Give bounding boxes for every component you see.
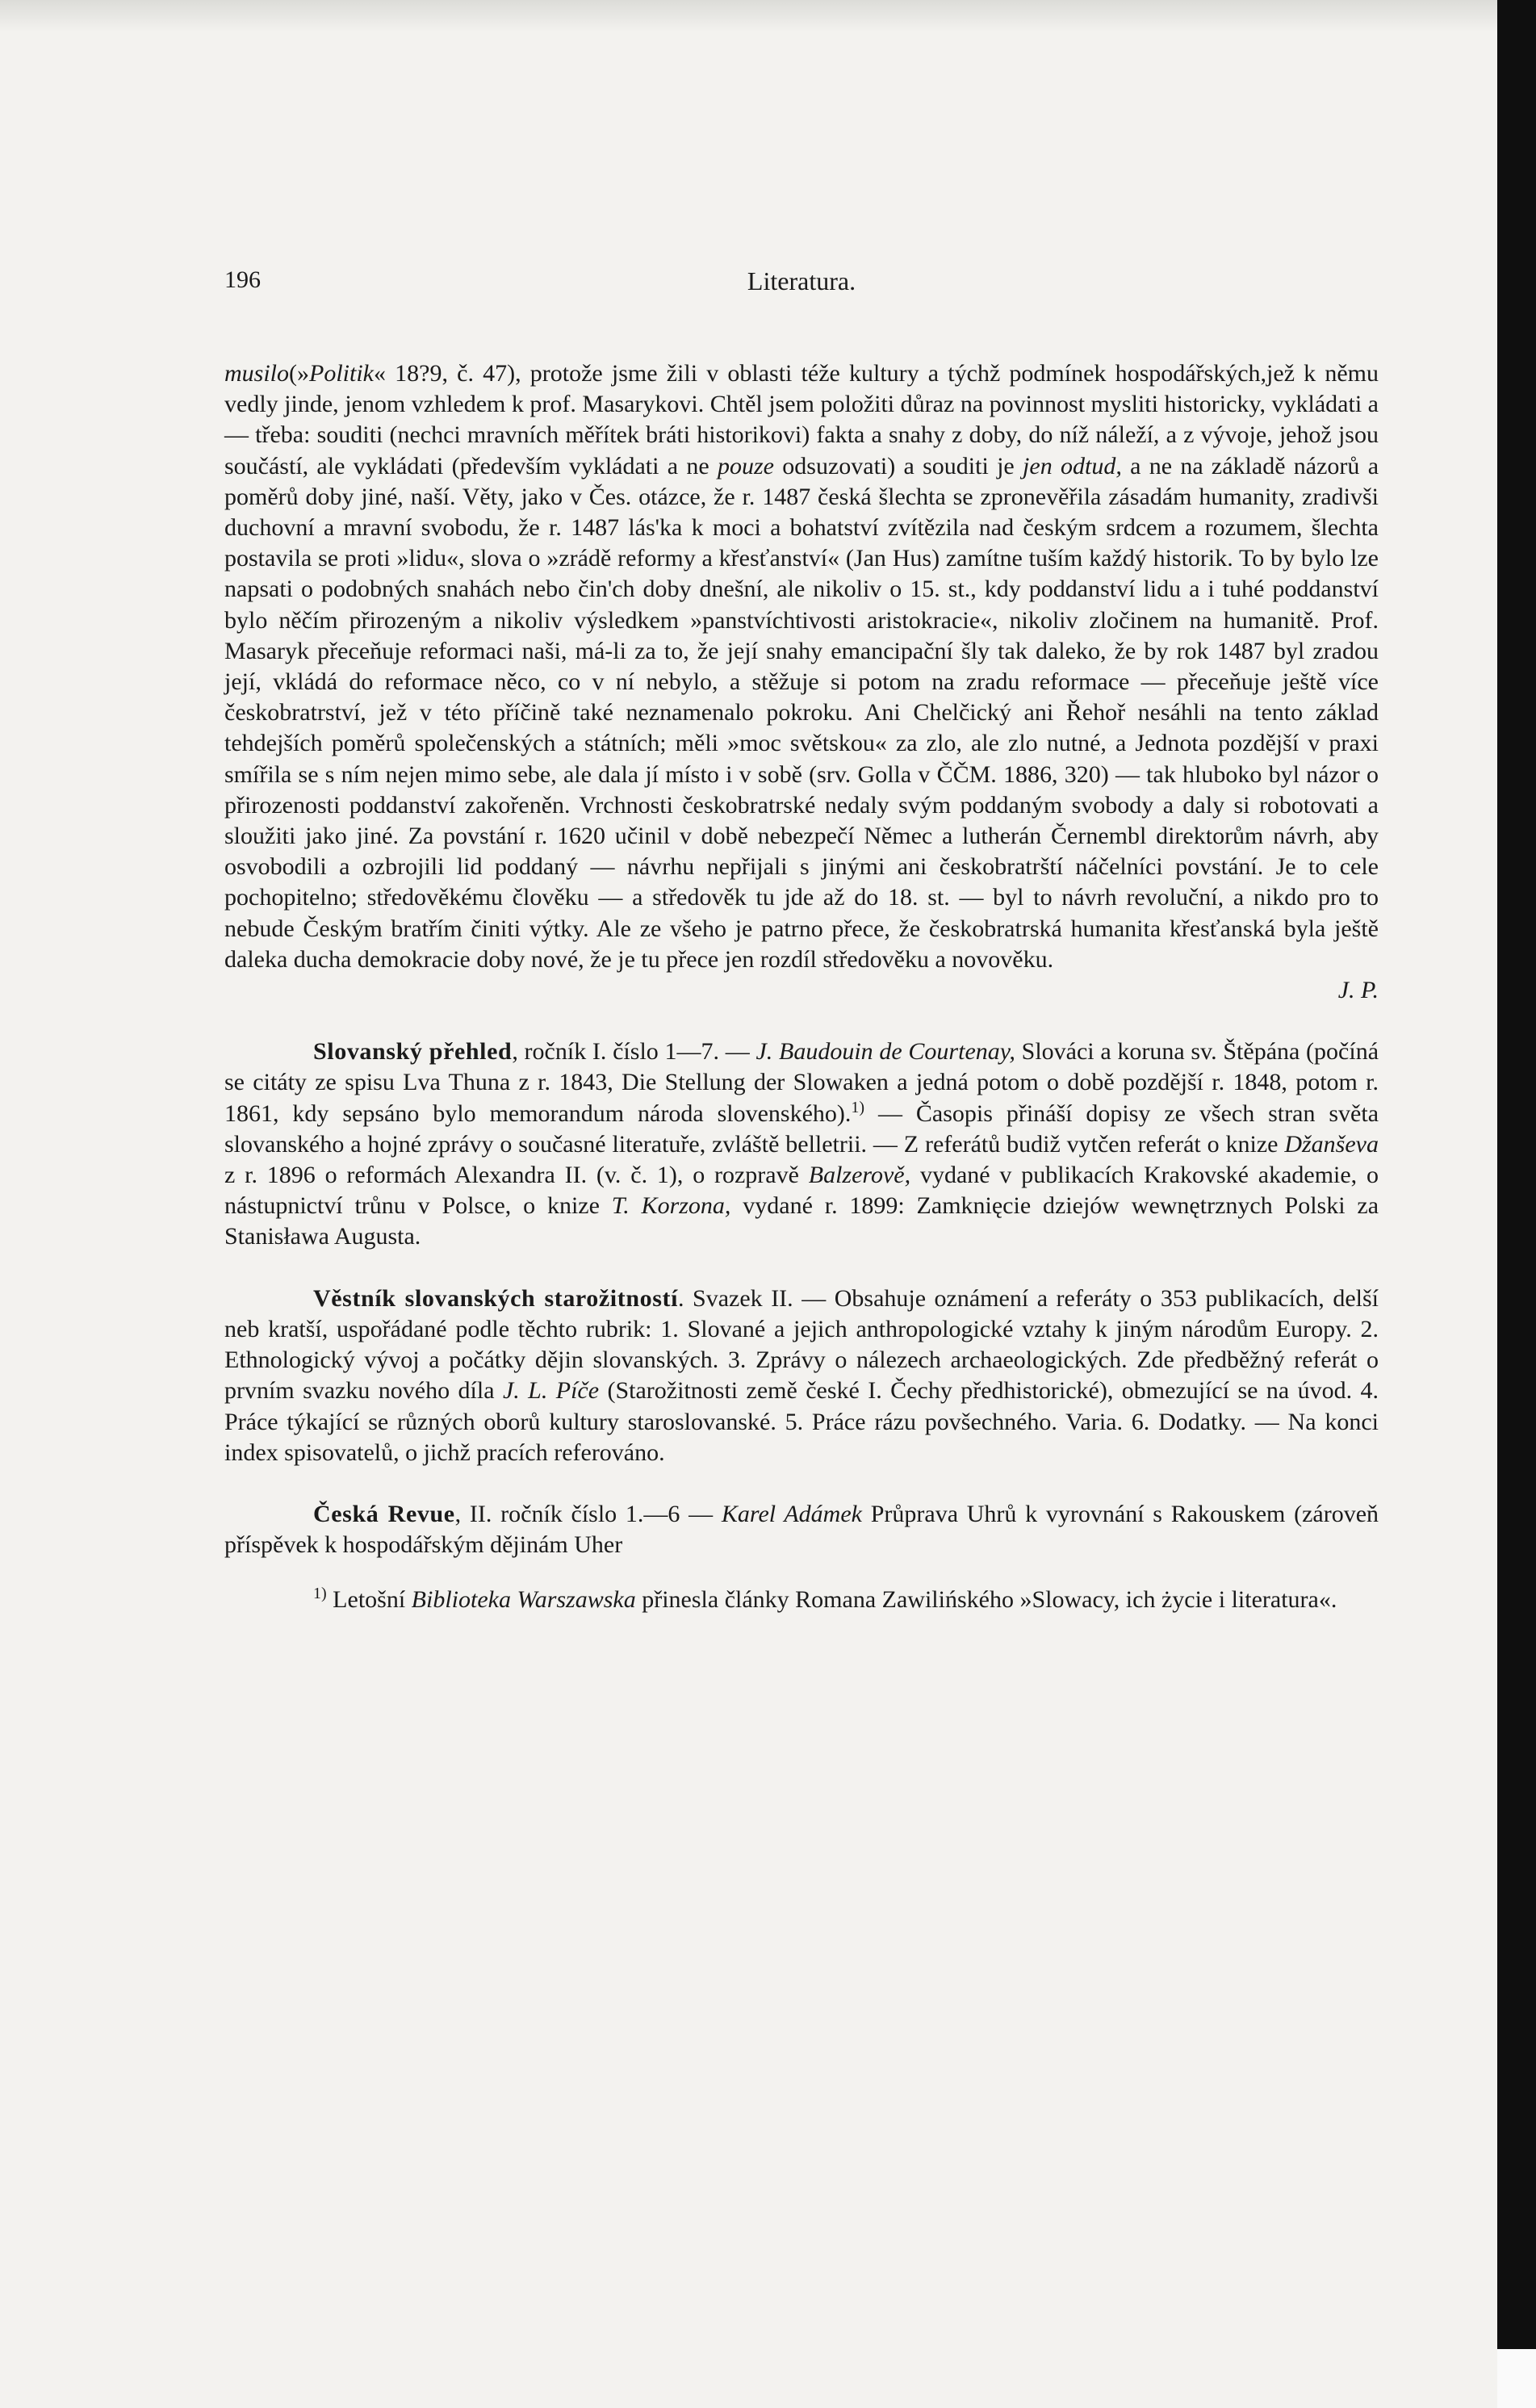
journal-title: Česká Revue bbox=[313, 1500, 455, 1527]
author-signature: J. P. bbox=[1337, 977, 1379, 1004]
text-run: , ročník I. číslo 1—7. — bbox=[512, 1038, 750, 1066]
text-italic: T. Korzona, bbox=[611, 1192, 731, 1220]
scan-right-corner bbox=[1497, 2349, 1536, 2408]
journal-title: Slovanský přehled bbox=[313, 1038, 513, 1066]
text-run: Slováci a koruna sv. Štěpána (počíná se citáty ze spisu Lva Thuna z r. 1843, Die Stellung der Slowaken a jedná potom o době pozdější r. 1848, potom r. 1861, kdy sepsáno bylo memorandum národa slovenského). bbox=[224, 1038, 1379, 1127]
footnote-ref: 1) bbox=[851, 1098, 865, 1116]
text-run: vydané r. 1899: Zamknięcie dziejów wewnętrznych Polski za Stanisława Augusta. bbox=[224, 1192, 1379, 1250]
text-run: (» bbox=[289, 360, 310, 387]
text-italic: Biblioteka Warszawska bbox=[411, 1586, 636, 1614]
text-run: vydané v publikacích Krakovské akademie, o nástupnictví trůnu v Polsce, o knize bbox=[224, 1162, 1379, 1220]
page-number: 196 bbox=[224, 266, 261, 293]
scan-top-shadow bbox=[0, 0, 1497, 32]
review-slovansky-prehled bbox=[224, 1036, 1379, 1252]
text-run: . Svazek II. — Obsahuje oznámení a referáty o 353 publikacích, delší neb kratší, uspořádané podle těchto rubrik: 1. Slované a jejich anthropologické vztahy k jiným národům Europy. 2. Ethnologický vývoj a počátky dějin slovanských. 3. Zprávy o nálezech archaeologických. Zde předběžný referát o prvním svazku nového díla bbox=[224, 1284, 1379, 1405]
review-vestnik bbox=[224, 1284, 1379, 1468]
running-title: Literatura. bbox=[747, 266, 856, 295]
text-run: « 18?9, č. 47), protože jsme žili v oblasti téže kultury a týchž podmínek hospodářských,jež k němu vedly jinde, jenom vzhledem k prof. Masarykovi. Chtěl jsem položiti důraz na povinnost mysliti historicky, vykládati a — třeba: souditi (nechci mravních měřítek bráti historikovi) fakta a snahy z doby, do níž náleží, a z vývoje, jehož jsou součástí, ale vykládati (především vykládati a ne bbox=[224, 360, 1379, 480]
text-run: Letošní bbox=[333, 1586, 406, 1614]
text-italic: jen odtud, bbox=[1023, 452, 1122, 480]
footnote-mark: 1) bbox=[313, 1585, 327, 1603]
review-ceska-revue bbox=[224, 1499, 1379, 1560]
paragraph-continuation bbox=[224, 358, 1379, 1006]
text-italic: Karel Adámek bbox=[721, 1500, 862, 1527]
text-italic: J. Baudouin de Courtenay, bbox=[755, 1038, 1015, 1066]
running-head bbox=[224, 266, 1379, 310]
text-run: odsuzovati) a souditi je bbox=[782, 452, 1015, 480]
scan-right-edge bbox=[1497, 0, 1536, 2408]
text-run: (Starožitnosti země české I. Čechy předhistorické), obmezující se na úvod. 4. Práce týkající se různých oborů kultury staroslovanské. 5. Práce rázu povšechného. Varia. 6. Dodatky. — Na konci index spisovatelů, o jichž pracích referováno. bbox=[224, 1377, 1379, 1466]
journal-title: Věstník slovanských starožitností bbox=[313, 1284, 679, 1312]
text-italic: pouze bbox=[717, 452, 774, 480]
text-run: přinesla články Romana Zawilińského »Slowacy, ich życie i literatura«. bbox=[642, 1586, 1337, 1614]
text-run: Průprava Uhrů k vyrovnání s Rakouskem (zároveň příspěvek k hospodářským dějinám Uher bbox=[224, 1500, 1379, 1559]
footnote bbox=[224, 1585, 1379, 1615]
text-italic: musilo bbox=[224, 360, 290, 387]
text-run: a ne na základě názorů a poměrů doby jiné, naší. Věty, jako v Čes. otázce, že r. 1487 česká šlechta se zpronevěřila zásadám humanity, zradivši duchovní a mravní svobodu, že r. 1487 lás'ka k moci a bohatství zvítězila nad českým srdcem a rozumem, šlechta postavila se proti »lidu«, slova o »zrádě reformy a křesťanství« (Jan Hus) zamítne tuším každý historik. To by bylo lze napsati o podobných snahách nebo čin'ch doby dnešní, ale nikoliv o 15. st., kdy poddanství lidu a i tuhé poddanství bylo něčím přirozeným a nikoliv výsledkem »panstvíchtivosti aristokracie«, nikoliv zločinem na humanitě. Prof. Masaryk přeceňuje reformaci naši, má-li za to, že její snahy emancipační šly tak daleko, že by rok 1487 byl zradou její, vkládá do reformace něco, co v ní nebylo, a stěžuje si potom na zradu reformace — přeceňuje ještě více českobratrství, jež v této příčině také neznamenalo pokroku. Ani Chelčický ani Řehoř nesáhli na tento základ tehdejších poměrů společenských a státních; měli »moc světskou« za zlo, ale zlo nutné, a Jednota pozdější v praxi smířila se s ním nejen mimo sebe, ale dala jí místo i v sobě (srv. Golla v ČČM. 1886, 320) — tak hluboko byl názor o přirozenosti poddanství zakořeněn. Vrchnosti českobratrské nedaly svým poddaným svobody a daly si robotovati a sloužiti jako jiné. Za povstání r. 1620 učinil v době nebezpečí Němec a lutherán Černembl direktorům návrh, aby osvobodili a ozbrojili lid poddaný — návrhu nepřijali s jinými ani českobratrští náčelníci povstání. Je to cele pochopitelno; středověkému člověku — a středověk tu jde až do 18. st. — byl to návrh revoluční, a nikdo pro to nebude Českým bratřím činiti výtky. Ale ze všeho je patrno přece, že českobratrská humanita křesťanská byla ještě daleka ducha demokracie doby nové, že je tu přece jen rozdíl středověku a novověku. bbox=[224, 452, 1379, 973]
text-run: , II. ročník číslo 1.—6 — bbox=[454, 1500, 714, 1527]
page-content bbox=[224, 266, 1379, 1616]
text-italic: Politik bbox=[309, 360, 374, 387]
text-italic: J. L. Píče bbox=[502, 1377, 600, 1405]
text-run: — Časopis přináší dopisy ze všech stran světa slovanského a hojné zprávy o současné literatuře, zvláště belletrii. — Z referátů budiž vytčen referát o knize bbox=[224, 1099, 1379, 1158]
text-italic: Džanševa bbox=[1284, 1130, 1379, 1158]
text-italic: Balzerově, bbox=[808, 1162, 911, 1189]
text-run: z r. 1896 o reformách Alexandra II. (v. č. 1), o rozpravě bbox=[224, 1162, 799, 1189]
